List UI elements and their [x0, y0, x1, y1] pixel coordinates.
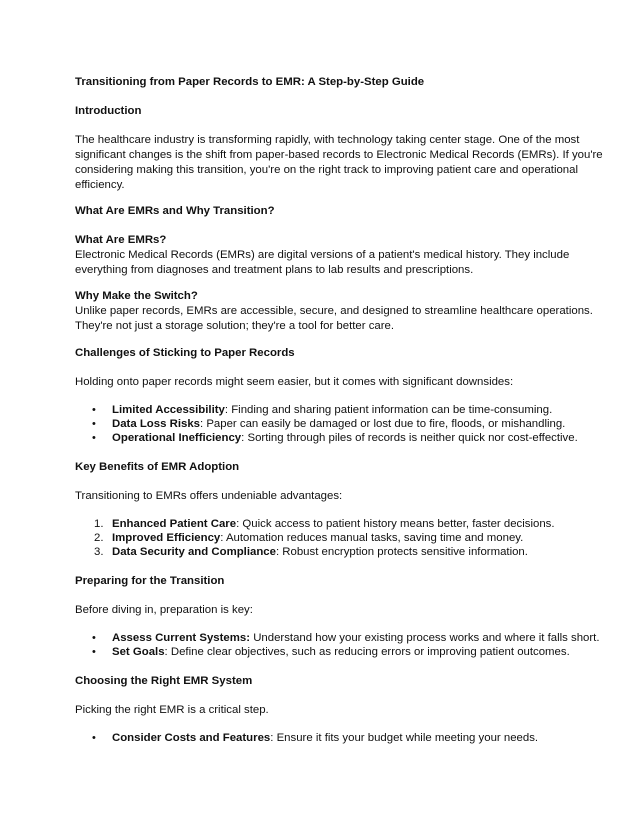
document-title: Transitioning from Paper Records to EMR: A Step-by-Step Guide — [75, 76, 425, 88]
list-number: 1. — [94, 518, 104, 530]
section-heading-what-why: What Are EMRs and Why Transition? — [75, 205, 275, 217]
list-item-text: Understand how your existing process works and where it falls short. — [250, 632, 600, 644]
list-item — [112, 631, 600, 646]
section-intro: Holding onto paper records might seem easier, but it comes with significant downsides: — [75, 376, 514, 388]
section-intro: Transitioning to EMRs offers undeniable advantages: — [75, 490, 343, 502]
bullet-icon: • — [92, 432, 96, 444]
list-item — [112, 403, 552, 418]
bullet-icon: • — [92, 418, 96, 430]
intro-line: The healthcare industry is transforming rapidly, with technology taking center stage. One of the most — [75, 134, 580, 146]
intro-line: significant changes is the shift from paper-based records to Electronic Medical Records (EMRs). If you're — [75, 149, 603, 161]
section-intro: Picking the right EMR is a critical step. — [75, 704, 269, 716]
section-heading-choosing: Choosing the Right EMR System — [75, 675, 253, 687]
list-item-text: : Robust encryption protects sensitive information. — [275, 546, 528, 558]
intro-line: efficiency. — [75, 179, 125, 191]
section-heading-benefits: Key Benefits of EMR Adoption — [75, 461, 240, 473]
intro-heading: Introduction — [75, 105, 142, 117]
list-item-text: : Ensure it fits your budget while meeting your needs. — [270, 732, 539, 744]
list-item — [112, 531, 523, 546]
list-item-term: Improved Efficiency — [112, 532, 221, 544]
list-item-term: Limited Accessibility — [112, 404, 225, 416]
list-item — [112, 731, 538, 746]
list-number: 3. — [94, 546, 104, 558]
paragraph-line: Unlike paper records, EMRs are accessible, secure, and designed to streamline healthcare operations. — [75, 305, 593, 317]
list-item-term: Data Security and Compliance — [112, 546, 276, 558]
section-intro: Before diving in, preparation is key: — [75, 604, 253, 616]
list-item-term: Operational Inefficiency — [112, 432, 242, 444]
list-item-text: : Sorting through piles of records is neither quick nor cost-effective. — [241, 432, 578, 444]
list-item-text: : Quick access to patient history means better, faster decisions. — [236, 518, 555, 530]
list-item-term: Enhanced Patient Care — [112, 518, 237, 530]
bullet-icon: • — [92, 732, 96, 744]
bullet-icon: • — [92, 646, 96, 658]
subheading-why-switch: Why Make the Switch? — [75, 290, 198, 302]
list-item-text: : Paper can easily be damaged or lost due to fire, floods, or mishandling. — [200, 418, 566, 430]
section-heading-preparing: Preparing for the Transition — [75, 575, 225, 587]
list-item-term: Assess Current Systems: — [112, 632, 251, 644]
paragraph-line: everything from diagnoses and treatment plans to lab results and prescriptions. — [75, 264, 474, 276]
list-item — [112, 417, 565, 432]
list-number: 2. — [94, 532, 104, 544]
list-item — [112, 645, 570, 660]
list-item — [112, 431, 578, 446]
bullet-icon: • — [92, 404, 96, 416]
bullet-icon: • — [92, 632, 96, 644]
list-item-term: Data Loss Risks — [112, 418, 200, 430]
list-item — [112, 545, 528, 560]
section-heading-challenges: Challenges of Sticking to Paper Records — [75, 347, 295, 359]
list-item-term: Consider Costs and Features — [112, 732, 271, 744]
list-item-text: : Automation reduces manual tasks, saving time and money. — [220, 532, 524, 544]
paragraph-line: Electronic Medical Records (EMRs) are digital versions of a patient's medical history. They include — [75, 249, 570, 261]
list-item — [112, 517, 555, 532]
list-item-text: : Define clear objectives, such as reducing errors or improving patient outcomes. — [164, 646, 570, 658]
subheading-what-are-emrs: What Are EMRs? — [75, 234, 167, 246]
list-item-term: Set Goals — [112, 646, 165, 658]
list-item-text: : Finding and sharing patient information can be time-consuming. — [224, 404, 553, 416]
intro-line: considering making this transition, you're on the right track to improving patient care and operational — [75, 164, 579, 176]
paragraph-line: They're not just a storage solution; they're a tool for better care. — [75, 320, 395, 332]
